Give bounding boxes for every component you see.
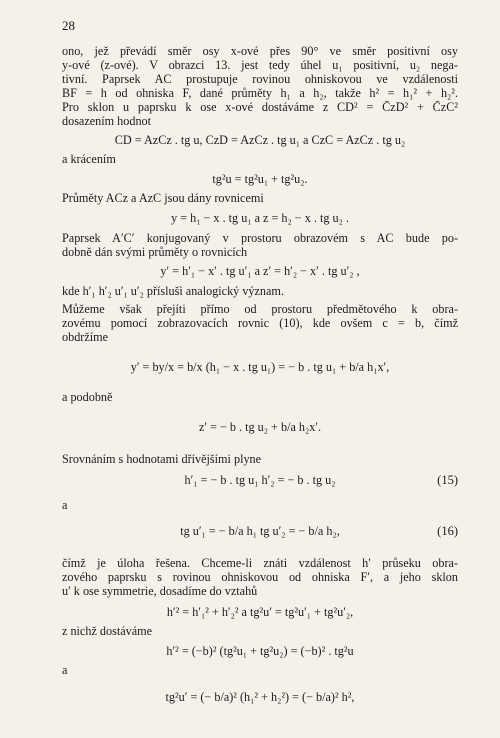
text-line: dosazením hodnot bbox=[62, 114, 152, 128]
equation: tg²u′ = (− b/a)² (h₁² + h₂²) = (− b/a)² h², bbox=[165, 690, 355, 704]
text-line: a krácením bbox=[62, 152, 116, 166]
text-line: u′ k ose symmetrie, dosadíme do vztahů bbox=[62, 584, 258, 598]
text-line: Pro sklon u paprsku k ose x-ové dostáváme z CD² = C̄zD² + C̄zC² bbox=[62, 100, 458, 114]
text-line: a podobně bbox=[62, 390, 113, 404]
equation: CD = AzCz . tg u, CzD = AzCz . tg u₁ a CzC = AzCz . tg u₂ bbox=[114, 133, 406, 147]
equation: y′ = by/x = b/x (h₁ − x . tg u₁) = − b . tg u₁ + b/a h₁x′, bbox=[130, 360, 390, 374]
text-line: Průměty ACz a AzC jsou dány rovnicemi bbox=[62, 191, 264, 205]
equation: h′² = h′₁² + h′₂² a tg²u′ = tg²u′₁ + tg²u′₂, bbox=[166, 605, 354, 619]
equation: tg²u = tg²u₁ + tg²u₂. bbox=[212, 172, 308, 186]
equation-number: (15) bbox=[437, 473, 458, 487]
text-line: Paprsek A′C′ konjugovaný v prostoru obrazovém s AC bude po- bbox=[62, 231, 458, 245]
text-line: ono, jež převádí směr osy x-ové přes 90° ve směr positivní osy bbox=[62, 44, 458, 58]
equation: z′ = − b . tg u₂ + b/a h₂x′. bbox=[198, 420, 322, 434]
text-line: čímž je úloha řešena. Chceme-li znáti vzdálenost h′ průseku obra- bbox=[62, 556, 458, 570]
text-line: a bbox=[62, 663, 68, 677]
text-line: zového paprsku s rovinou ohniskovou od ohniska F′, a jeho sklon bbox=[62, 570, 458, 584]
equation-numbered bbox=[62, 524, 458, 538]
text-line: tivní. Paprsek AC prostupuje rovinou ohniskovou ve vzdálenosti bbox=[62, 72, 458, 86]
text-line: zovému pomocí zobrazovacích rovnic (10), kde ovšem c = b, čímž bbox=[62, 316, 458, 330]
text-line: z nichž dostáváme bbox=[62, 624, 153, 638]
text-line: Můžeme však přejíti přímo od prostoru předmětového k obra- bbox=[62, 302, 458, 316]
text-line: obdržíme bbox=[62, 330, 109, 344]
equation: tg u′₁ = − b/a h₁ tg u′₂ = − b/a h₂, bbox=[180, 524, 340, 538]
equation: h′² = (−b)² (tg²u₁ + tg²u₂) = (−b)² . tg²u bbox=[166, 644, 354, 658]
equation: y′ = h′₁ − x′ . tg u′₁ a z′ = h′₂ − x′ . tg u′₂ , bbox=[160, 264, 360, 278]
equation: y = h₁ − x . tg u₁ a z = h₂ − x . tg u₂ . bbox=[171, 211, 349, 225]
text-line: Srovnáním s hodnotami dřívějšími plyne bbox=[62, 452, 262, 466]
equation-numbered bbox=[62, 473, 458, 487]
equation-number: (16) bbox=[437, 524, 458, 538]
text-line: dobně dán svými průměty o rovnicích bbox=[62, 245, 248, 259]
text-line: kde h′₁ h′₂ u′₁ u′₂ příslušì analogický význam. bbox=[62, 284, 284, 298]
text-line: y-ové (z-ové). V obrazci 13. jest tedy úhel u₁ positivní, u₂ nega- bbox=[62, 58, 458, 72]
equation: h′₁ = − b . tg u₁ h′₂ = − b . tg u₂ bbox=[184, 473, 336, 487]
text-line: BF = h od ohniska F, dané průměty h₁ a h₂, takže h² = h₁² + h₂². bbox=[62, 86, 458, 100]
text-line: a bbox=[62, 498, 68, 512]
page-number: 28 bbox=[62, 18, 75, 33]
